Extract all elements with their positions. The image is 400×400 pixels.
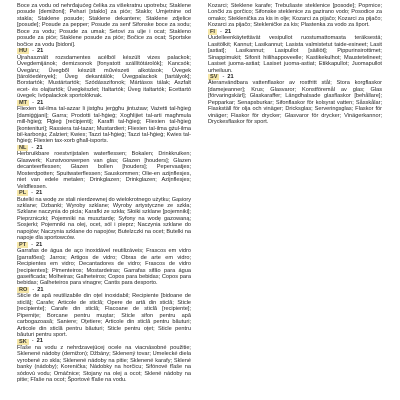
goods-list-text: Kozarci; Steklene karafe; Trebušaste steklenice [posode]; Poprnice; Lončki za gorčico; Sifonske steklenice za gazirano vodo; Posodice za omako; Steklenička za kis in olje; Kozarci za pijačo; Kozarci za pijačo; Kozarci za pijačo; Stekleničke za kis; Plastenka za vodo za šport. (208, 3, 382, 29)
goods-list-text: Boce za vodu od nehrđajućeg čelika za višekratnu upotrebu; Staklene posude [demižoni]; Pehari [staklo] za piće; Staklo; Umjetnine od stakla; Staklene posude; Staklene dekantere; Staklene zdjelice [posude]; Posude za pepper; Posude za senf Sifonske boce za sodu; Boce za vodu; Posude za umak; Setovi za ulje i ocat; Stakleno posuđe za piće; Staklene posude za piće; Bočice za ocat; Sportske bočice za vodu [bidoni]. (17, 3, 191, 48)
entry-nl (17, 145, 191, 190)
right-entries (208, 3, 382, 126)
goods-list-text: Fliexien tal-ilma tal-azzar li jistgħu jerġgħu jintużaw; Vażetti tal-ħġieġ [damiġġjani]; Garra; Prodotti tal-ħġieġ; Xogħlijiet tal-arti magħmula mill-ħġieġ; Ħġieġ [reċipjenti]; Karaffi tal-ħġieġ; Fliexien tal-ħġieġ [kontenituri]; Rassiera tal-tazar; Mustardieri; Fliexien tal-ilma gżul-ilma bil-karbonju; Zalzieri; Kwies; Tazzi tal-ħġieġ; Tazzi tal-ħġieġ; Kwies tal-ħġieġ; Fliexien tax-xorb għall-isports. (17, 106, 191, 145)
class-number: 21 (36, 48, 44, 55)
class-number: 21 (36, 190, 43, 197)
separator-dash: - (32, 48, 34, 55)
left-entries (17, 3, 191, 384)
language-code-badge: HU (19, 48, 28, 55)
entry-fi (208, 29, 382, 74)
entry-sv (208, 74, 382, 126)
class-number: 21 (36, 241, 43, 248)
class-number: 21 (227, 73, 234, 80)
class-number: 21 (224, 28, 232, 35)
right-column (208, 3, 382, 400)
separator-dash: - (32, 286, 35, 293)
language-code-badge: FI (210, 29, 215, 36)
language-code-badge: MT (19, 100, 28, 106)
goods-list-text: Återanvändbara vattenflaskor av rostfritt stål; Stora korgflaskor [damejeanner]; Krus; Glasvaror; Konstföremål av glas; Glas [förvaringskärl]; Glaskaraffer; Längdhalsade glasflaskor [behållare]; Pepparkar; Senapsburkar; Sifonflaskor för kolsyrat vatten; Såsskålar; Flaskställ för olja och vinäger; Dricksglas; Serveringsglas; Flaskor för vinäger; Flaskor för drycker; Glasvaror för drycker; Vinägerkannor; Dryckesflaskor för sport. (208, 80, 382, 126)
separator-dash: - (222, 73, 225, 80)
entry-sl-cont (208, 3, 382, 29)
entry-ro (17, 287, 191, 339)
left-column (17, 3, 191, 400)
class-number: 21 (36, 144, 43, 151)
goods-list-text: Garrafas de água de aço inoxidável reutilizáveis; Frascos em vidro [garrafões]; Jarros; Artigos de vidro; Obras de arte em vidro; Recipientes em vidro; Decantadores de vidro; Frascos de vidro [recipientes]; Pimenteiros; Mostardeiras; Garrafas sifão para água gaseificada; Molheiras; Galheteiros; Copos para bebidas; Copos para bebidas; Galheteiros para vinagre; Cantis para desporto. (17, 248, 191, 287)
language-code-badge: PL (19, 190, 27, 197)
language-code-badge: NL (19, 145, 27, 152)
language-code-badge: SV (210, 74, 218, 81)
entry-hu (17, 48, 191, 100)
entry-mt (17, 100, 191, 145)
entry-sk (17, 338, 191, 383)
goods-list-text: Herbruikbare roestvrijstalen waterflessen; Bokalen; Drinkkruiken; Glaswerk; Kunstvoorwerpen van glas; Glazen [houders]; Glazen decanteerflessen; Glazen bollen [houders]; Pepervaatjes; Mosterdpotten; Spuitwaterflessen; Sauskommen; Olie-en azijnflesjes, niet van edele metalen; Drinkglazen; Drinkglazen; Azijnflesjes; Veldflessen. (17, 151, 191, 190)
class-number: 21 (36, 338, 43, 345)
goods-list-text: Butelki na wodę ze stali nierdzewnej do wielokrotnego użytku; Gąsiory szklane; Dzbanki; Wyroby szklane; Wyroby artystyczne ze szkła; Szklane naczynia do picia; Karafki ze szkła; Słoiki szklane [pojemniki]; Pieprzniczki; Pojemniki na musztardę; Syfony na wodę gazowaną; Sosjerki; Pojemniki na olej, ocet, sól i pieprz; Naczynia szklane do napojów; Naczynia szklane do napojów; Butelzczki na ocet; Butelki na napoje dla sportowców. (17, 196, 191, 242)
separator-dash: - (31, 190, 34, 197)
entry-pt (17, 242, 191, 287)
entry-pl (17, 190, 191, 242)
separator-dash: - (219, 28, 222, 35)
separator-dash: - (32, 99, 34, 106)
goods-list-text: Újrahasznált rozsdamentes acélból készült vizes palackok; Üvegdemijánok; demizsonok [fonyatott szállítótárolók]; Kancsók; Üvegáru; Üvegből készült művészeti alkotások; Üvegek [tárolóedények]; Üveg dekantálók; Üvegpalackok [tartályok]; Borstartók; Mustártartók; Szódásszifonok; Mártásos tálak; Aszfalt ecet- és olajtartók; Üvegkészlet; Italtartók; Üveg italtartók; Ecettartó üvegek; Ivópalackok sportolóknak. (17, 54, 191, 100)
separator-dash: - (31, 144, 34, 151)
language-code-badge: PT (19, 241, 27, 248)
goods-list-text: Uudelleenkäytettävät vesipullot ruostumattomasta teräksestä; Lasitölkit; Kannut; Lasikannut; Lasista valmistetut taide-esineet; Lasit [astiat]; Lasikannut; Lasipullot [säiliöt]; Pippurinsirottimet; Sinappimukit; Sifonit hiilihappoveelle; Kastikekulhot; Maustetelineet; Lasiset juoma-astiat; Lasiset juoma-astiat; Etikkapullot; Juomapullot urheiluun. (208, 35, 382, 74)
language-code-badge: SK (19, 338, 27, 345)
goods-list-text: Sticle de apă reutilizabile din oțel inoxidabil; Recipiente [bidoane de sticlă]; Carafe; Articole de sticlă; Opere de artă din sticlă; Sticle [recipiente]; Carafe din sticlă; Flacoane de sticlă [recipiente]; Pipernițe; Borcane pentru muștar; Sticle sifon pentru apă carbogazoasă; Saniere; Oțetiere; Articole din sticlă pentru băuturi; Articole din sticlă pentru băuturi; Sticle pentru oțet; Sticle pentru băuturi pentru sport. (17, 293, 191, 339)
goods-list-text: Fľaše na vodu z nehrdzavejúcej ocele na viacnásobné použitie; Sklenené nádoby (demižon); Džbány; Sklenený tovar; Umelecké diela vyrobené zo skla; Sklenené nádoby na pitie; Sklenené karafy; Sklené banky (nádoby); Korenička; Nádobky na horčicu; Sifónové fľaše na sódovú vodu; Omáčnice; Stojany na olej a ocot; Sklené nádoby na pitie; Fľaše na ocot; Športové fľaše na vodu. (17, 344, 191, 384)
class-number: 21 (37, 286, 44, 293)
separator-dash: - (31, 338, 34, 345)
language-code-badge: RO (19, 287, 28, 294)
class-number: 21 (36, 99, 44, 106)
entry-intro (17, 3, 191, 48)
separator-dash: - (31, 241, 34, 248)
